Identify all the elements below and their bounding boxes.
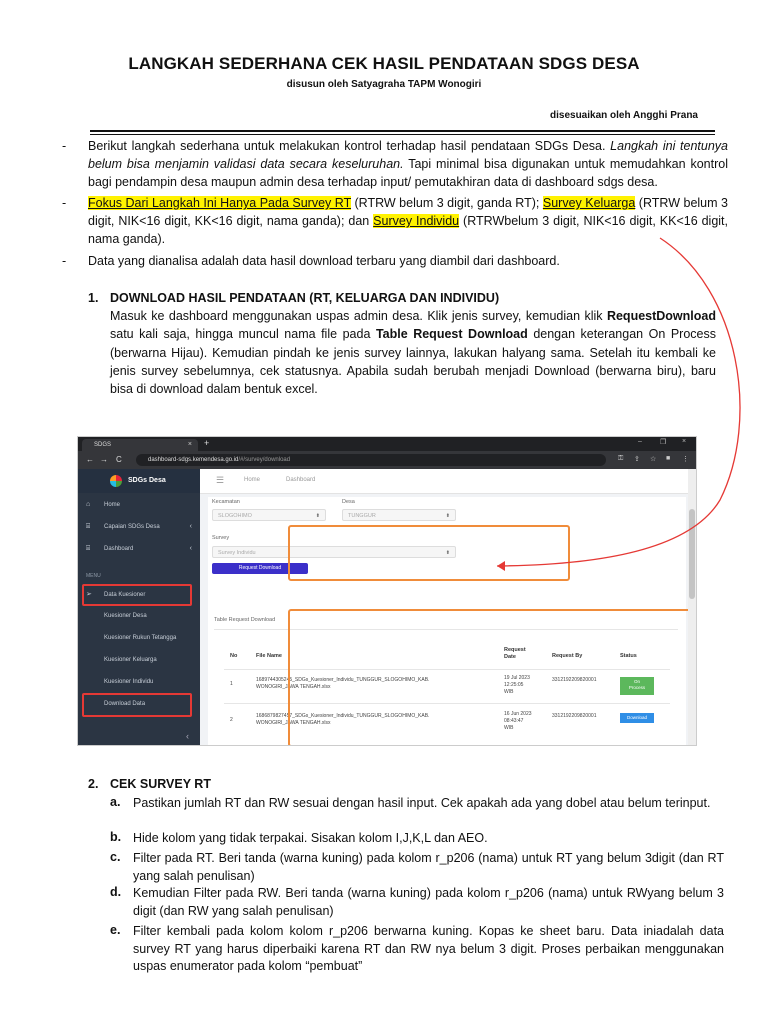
cell-file: WONOGIRI_JAWA TENGAH.xlsx xyxy=(256,684,331,690)
select-caret-icon: ⬍ xyxy=(445,550,450,556)
item-label: e. xyxy=(110,923,121,937)
kecamatan-value: SLOGOHIMO xyxy=(218,513,252,519)
highlight-survey-keluarga: Survey Keluarga xyxy=(542,196,636,210)
item-text: Filter kembali pada kolom kolom r_p206 berwarna kuning. Kopas ke sheet baru. Data iniadalah data survey RT yang harus diperbaiki karena RT dan RW nya belum 3 digit. Proses perbaikan menggunakan uspas enumerator pada kolom “pembuat” xyxy=(133,924,724,973)
item-text: Filter pada RT. Beri tanda (warna kuning) pada kolom r_p206 (nama) untuk RT yang belum 3digit (dan RT yang salah penulisan) xyxy=(133,851,724,883)
focus-text-2: (RTRW belum 3 digit, NIK<16 digit, KK<16 digit, nama ganda); dan xyxy=(88,196,728,228)
new-tab-icon[interactable]: + xyxy=(204,438,210,448)
para-bold-request-download: RequestDownload xyxy=(606,309,716,323)
cell-file: WONOGIRI_JAWA TENGAH.xlsx xyxy=(256,720,331,726)
document-subtitle: disusun oleh Satyagraha TAPM Wonogiri xyxy=(286,79,482,90)
para-text: Masuk ke dashboard menggunakan uspas admin desa. Klik jenis survey, kemudian klik xyxy=(110,309,607,323)
minimize-icon[interactable]: – xyxy=(638,438,642,445)
sidebar-subitem-download-data[interactable]: Download Data xyxy=(104,701,146,707)
adapted-by: disesuaikan oleh Angghi Prana xyxy=(550,110,698,121)
cell-request-by: 3312192209820001 xyxy=(552,677,597,683)
cell-date: 19 Jul 2023 xyxy=(504,675,530,681)
bullet-intro-italic: Langkah ini tentunya belum bisa menjamin validasi data secara keseluruhan. xyxy=(88,139,728,171)
chevron-left-icon: ‹ xyxy=(189,523,192,530)
back-icon[interactable]: ← xyxy=(86,455,94,464)
sidebar-subitem-kuesioner-rt[interactable]: Kuesioner Rukun Tetangga xyxy=(104,635,177,641)
send-icon: ➢ xyxy=(86,591,92,598)
focus-text-1: (RTRW belum 3 digit, ganda RT); xyxy=(351,196,543,210)
table-title: Table Request Download xyxy=(214,617,276,623)
sidebar-subitem-kuesioner-desa[interactable]: Kuesioner Desa xyxy=(104,613,147,619)
collapse-sidebar-icon[interactable]: ‹ xyxy=(186,731,189,741)
bank-icon: ⌸ xyxy=(86,523,91,530)
select-caret-icon: ⬍ xyxy=(445,513,450,519)
cell-file: 1689744305245_SDGs_Kuesioner_Individu_TUNGGUR_SLOGOHIMO_KAB. xyxy=(256,677,430,683)
bullet-dash: - xyxy=(62,139,67,153)
cell-date: 16 Jun 2023 xyxy=(504,711,532,717)
kecamatan-label: Kecamatan xyxy=(212,499,240,505)
bullet-dash: - xyxy=(62,254,67,268)
status-text: Process xyxy=(628,685,646,690)
bullet-data-note: Data yang dianalisa adalah data hasil download terbaru yang diambil dari dashboard. xyxy=(88,254,560,268)
brand-name: SDGs Desa xyxy=(128,477,166,484)
document-title: LANGKAH SEDERHANA CEK HASIL PENDATAAN SDGS DESA xyxy=(128,54,640,73)
topnav-home[interactable]: Home xyxy=(244,477,261,483)
item-label: b. xyxy=(110,830,122,844)
item-text: Hide kolom yang tidak terpakai. Sisakan kolom I,J,K,L dan AEO. xyxy=(133,831,488,845)
col-header-date: Request Date xyxy=(504,647,526,660)
arrow-head xyxy=(497,561,505,571)
sidebar-item-label: Data Kuesioner xyxy=(104,592,146,598)
focus-text-3: (RTRWbelum 3 digit, NIK<16 digit, KK<16 digit, nama ganda). xyxy=(88,214,729,246)
para-text: satu kali saja, hingga muncul nama file pada xyxy=(110,327,376,342)
forward-icon[interactable]: → xyxy=(100,455,108,464)
topnav-dashboard[interactable]: Dashboard xyxy=(286,477,316,483)
item-label: a. xyxy=(110,795,121,809)
menu-caption: MENU xyxy=(86,573,101,579)
home-icon: ⌂ xyxy=(86,501,91,508)
sidebar-subitem-kuesioner-keluarga[interactable]: Kuesioner Keluarga xyxy=(104,657,157,663)
para-bold-table-request: Table Request Download xyxy=(375,327,528,342)
arrow-path xyxy=(497,238,740,566)
download-button[interactable]: Download xyxy=(620,713,654,723)
bank-icon: ⌸ xyxy=(86,545,91,552)
cell-date: WIB xyxy=(504,725,514,731)
section-title: DOWNLOAD HASIL PENDATAAN (RT, KELUARGA DAN INDIVIDU) xyxy=(110,291,500,305)
item-text: Kemudian Filter pada RW. Beri tanda (warna kuning) pada kolom r_p206 (nama) untuk RWyang belum 3 digit (dan RW yang salah penulisan) xyxy=(133,886,724,918)
cell-file: 1686879827457_SDGs_Kuesioner_Individu_TUNGGUR_SLOGOHIMO_KAB. xyxy=(256,713,430,719)
section-number: 2. xyxy=(88,777,99,791)
select-caret-icon: ⬍ xyxy=(315,513,320,519)
chevron-left-icon: ‹ xyxy=(189,545,192,552)
col-header-no: No xyxy=(230,653,238,659)
col-header-status: Status xyxy=(620,653,637,659)
para-text: dengan keterangan On Process (berwarna Hijau). Kemudian pindah ke jenis survey lainnya, lakukan halyang sama. Setelah itu kembali ke jenis survey sebelumnya, cek statusnya. Apabila sudah berubah menjadi Download (berwarna biru), baru bisa di download dalam bentuk excel. xyxy=(110,327,717,397)
item-text: Pastikan jumlah RT dan RW sesuai dengan hasil input. Cek apakah ada yang dobel atau belum terinput. xyxy=(133,796,711,810)
tab-title: SDGS xyxy=(94,442,112,448)
key-icon[interactable]: ⚿ xyxy=(618,455,624,462)
star-icon[interactable]: ☆ xyxy=(650,456,657,463)
cell-date: WIB xyxy=(504,689,514,695)
item-label: c. xyxy=(110,850,121,864)
section-title: CEK SURVEY RT xyxy=(110,777,211,791)
cell-no: 2 xyxy=(230,717,233,723)
sidebar-subitem-kuesioner-individu[interactable]: Kuesioner Individu xyxy=(104,679,154,685)
window-close-icon[interactable]: × xyxy=(682,438,687,445)
bullet-intro-text-a: Berikut langkah sederhana untuk melakukan kontrol terhadap hasil pendataan SDGs Desa. xyxy=(88,139,611,153)
item-label: d. xyxy=(110,885,122,899)
maximize-icon[interactable]: ❐ xyxy=(660,439,667,446)
bullet-dash: - xyxy=(62,196,67,210)
hamburger-icon[interactable]: ☰ xyxy=(216,475,225,485)
survey-label: Survey xyxy=(212,535,230,541)
menu-icon[interactable]: ⋮ xyxy=(682,456,689,463)
tab-close-icon[interactable]: × xyxy=(187,441,192,448)
extension-icon[interactable]: ■ xyxy=(666,455,671,462)
bullet-intro-text-b: Tapi minimal bisa digunakan untuk memudahkan kontrol bagi pendampin desa maupun admin desa terhadap input/ pemutakhiran data di dashboard sdgs desa. xyxy=(88,157,728,189)
status-text: On xyxy=(633,679,640,684)
request-download-button[interactable]: Request Download xyxy=(212,563,308,574)
cell-date: 08:43:47 xyxy=(504,718,524,724)
sidebar-item-label: Dashboard xyxy=(104,546,134,552)
col-header-file: File Name xyxy=(256,653,282,659)
sidebar-item-label: Capaian SDGs Desa xyxy=(104,524,160,530)
cell-date: 12:25:05 xyxy=(504,682,524,688)
survey-value: Survey Individu xyxy=(218,550,256,556)
url-host: dashboard-sdgs.kemendesa.go.id xyxy=(148,457,239,463)
section-number: 1. xyxy=(88,291,99,305)
desa-label: Desa xyxy=(342,499,355,505)
reload-icon[interactable]: C xyxy=(116,455,122,464)
sidebar-item-label: Home xyxy=(104,502,121,508)
url-path: /#/survey/download xyxy=(238,457,291,463)
desa-value: TUNGGUR xyxy=(348,513,376,519)
cell-request-by: 3312192209820001 xyxy=(552,713,597,719)
highlight-survey-individu: Survey Individu xyxy=(373,214,460,228)
cell-no: 1 xyxy=(230,681,233,687)
highlight-survey-rt: Fokus Dari Langkah Ini Hanya Pada Survey RT xyxy=(88,196,351,210)
share-icon[interactable]: ⇪ xyxy=(634,456,640,463)
col-header-by: Request By xyxy=(552,653,583,659)
